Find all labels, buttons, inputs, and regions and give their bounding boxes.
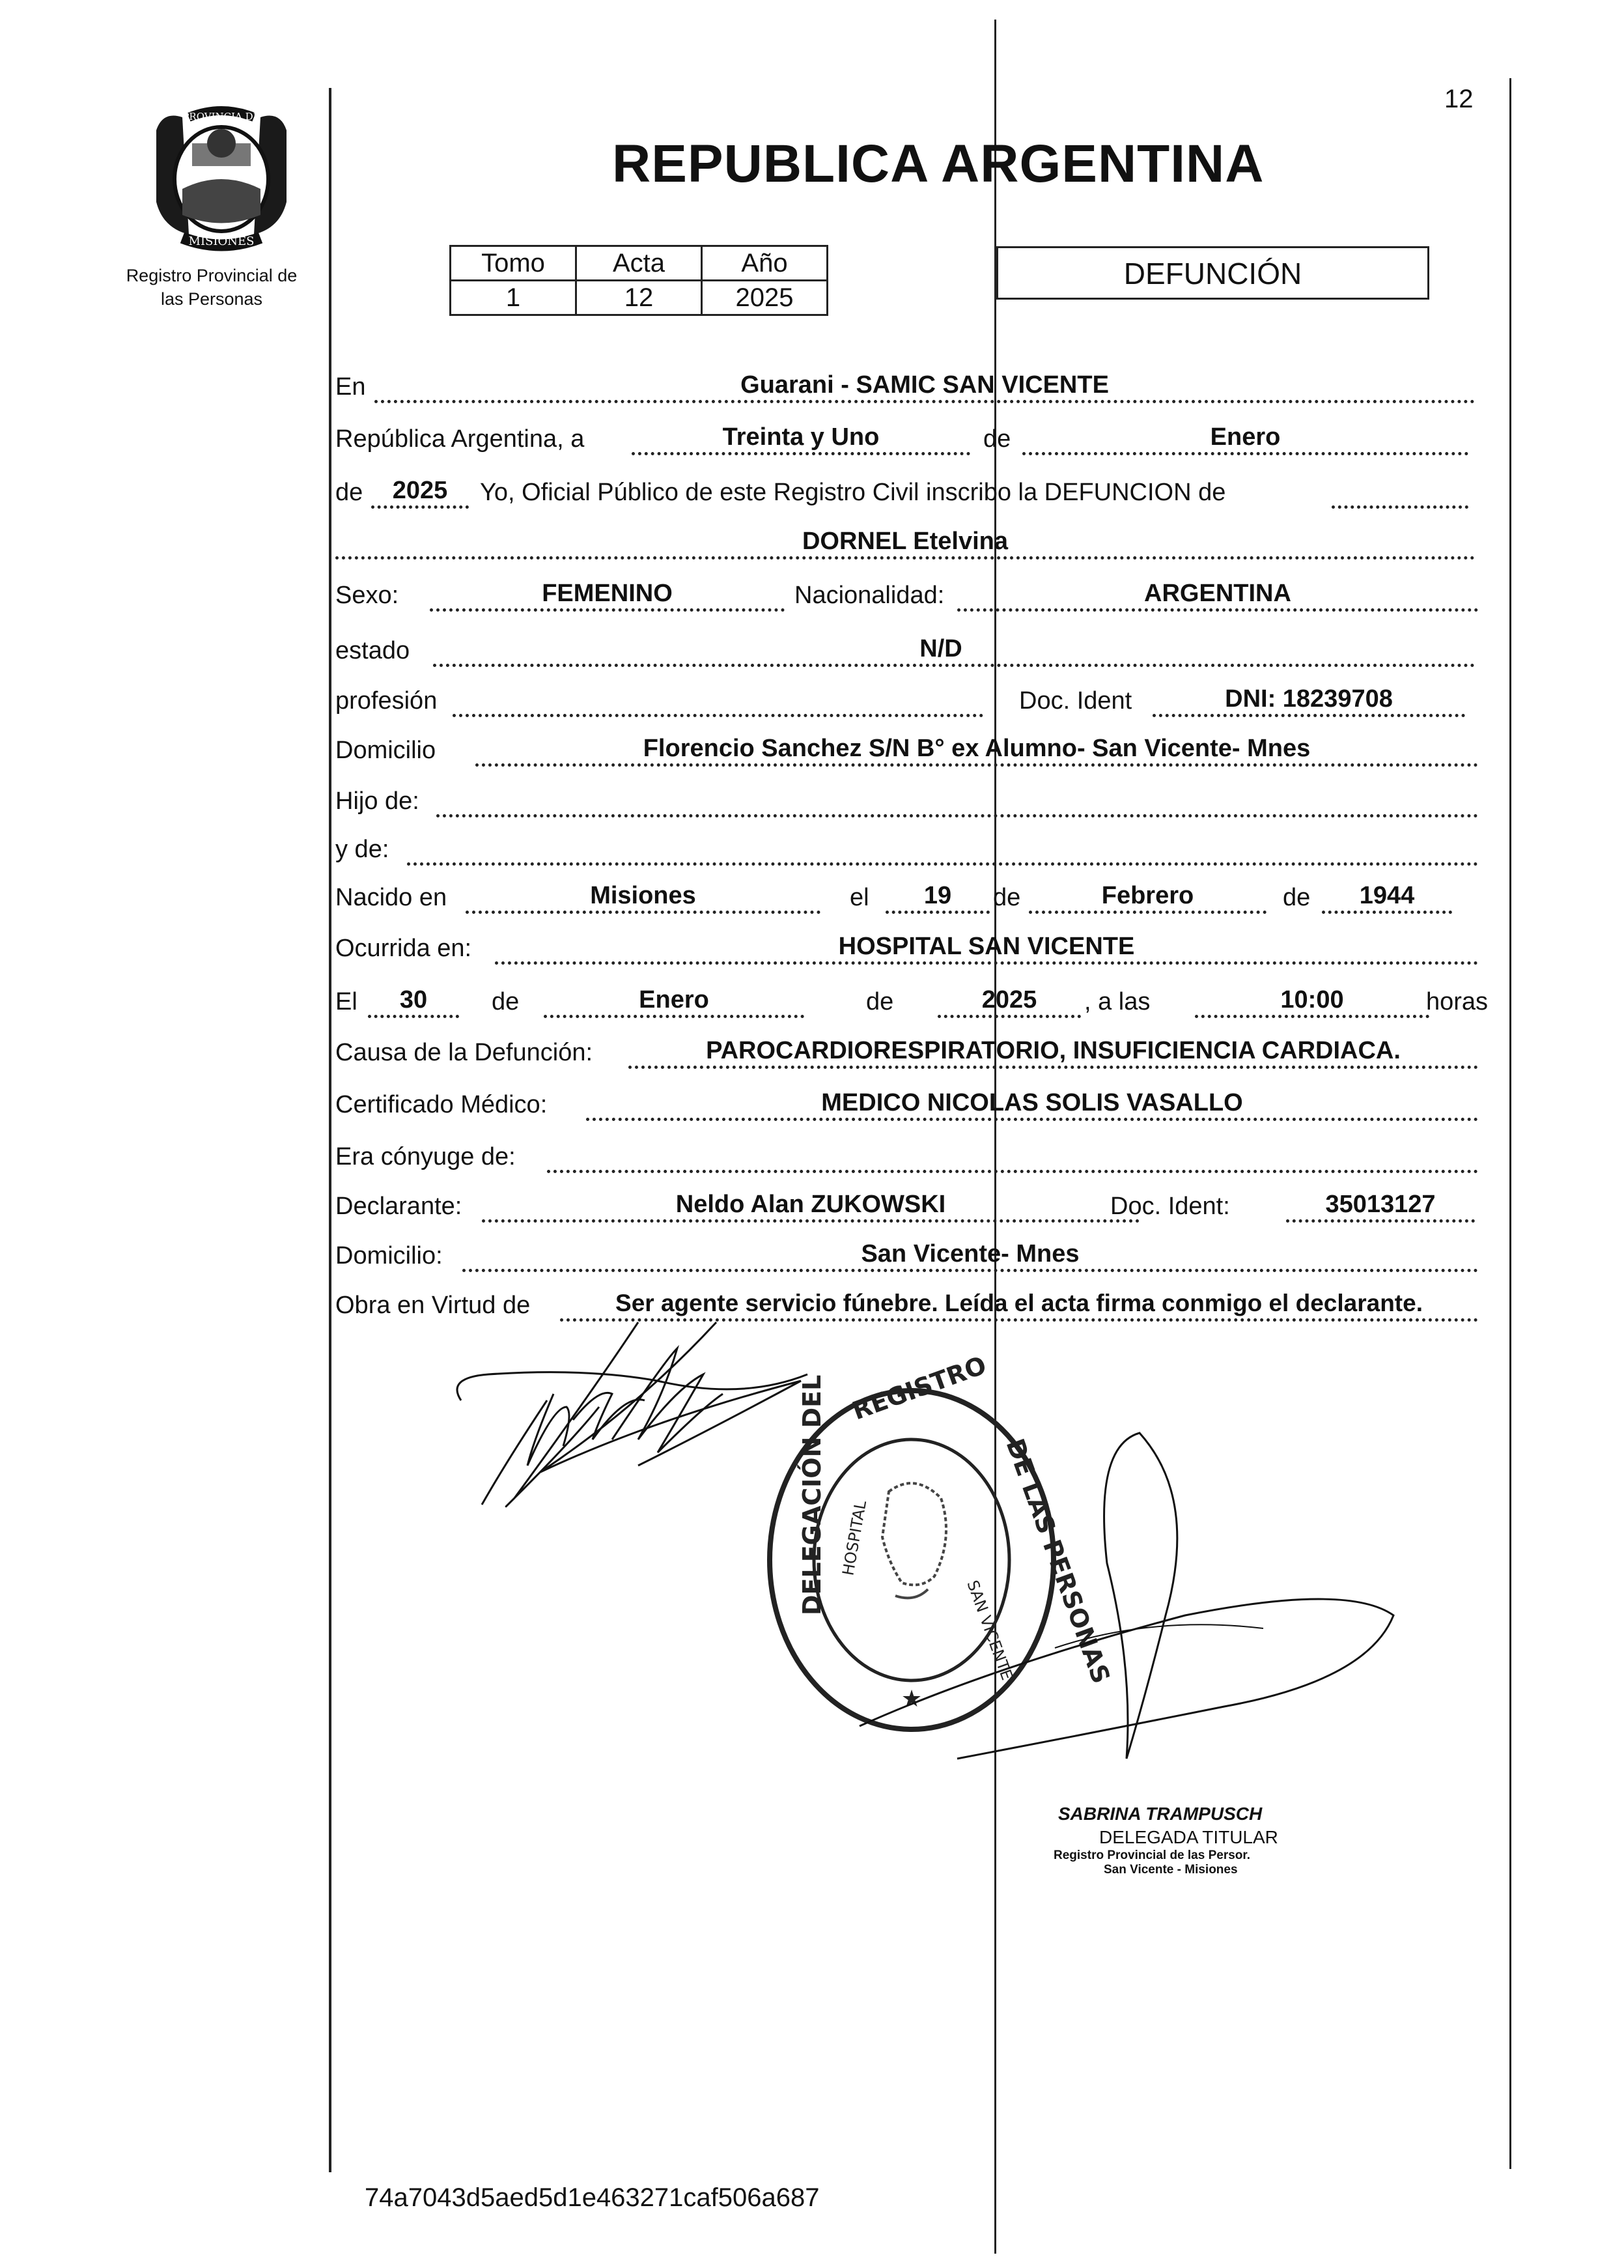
row-certificado [335, 1089, 1478, 1128]
domicilio-label: Domicilio [335, 737, 436, 764]
document-type: DEFUNCIÓN [996, 246, 1429, 300]
stamp-inner-left: HOSPITAL [839, 1499, 871, 1578]
acta-value: 12 [576, 281, 702, 315]
nacido-de2: de [1283, 884, 1311, 911]
horas-label: horas [1426, 988, 1489, 1015]
nacido-year: 1944 [1322, 882, 1452, 914]
document-hash: 74a7043d5aed5d1e463271caf506a687 [365, 2183, 820, 2212]
def-de2: de [866, 988, 894, 1015]
profesion-label: profesión [335, 687, 438, 715]
registry-label [107, 264, 316, 311]
row-estado [335, 635, 1478, 674]
stamp-inner-right: SAN VICENTE [963, 1578, 1016, 1683]
nacido-el: el [850, 884, 869, 911]
left-margin-line [329, 88, 331, 2172]
y-de-label: y de: [335, 836, 389, 863]
registry-label-line: las Personas [160, 289, 263, 309]
year-value: 2025 [371, 477, 469, 509]
sexo-label: Sexo: [335, 582, 399, 609]
inscribo-text: Yo, Oficial Público de este Registro Civil inscribo la DEFUNCION de [480, 479, 1226, 506]
def-year: 2025 [938, 986, 1081, 1018]
doc-ident-label: Doc. Ident [1019, 687, 1132, 715]
page-number: 12 [1444, 85, 1474, 113]
def-de1: de [492, 988, 520, 1015]
hijo-label: Hijo de: [335, 787, 419, 815]
ano-value: 2025 [702, 281, 828, 315]
nacido-label: Nacido en [335, 884, 447, 911]
province-seal-icon [137, 104, 306, 261]
a-las-label: , a las [1084, 988, 1151, 1015]
nacionalidad-label: Nacionalidad: [794, 582, 945, 609]
nacido-day: 19 [886, 882, 990, 914]
fecha-label: República Argentina, a [335, 425, 585, 453]
row-causa [335, 1037, 1478, 1076]
stamp-outer-top: REGISTRO [848, 1350, 990, 1426]
conyuge-label: Era cónyuge de: [335, 1143, 516, 1170]
causa-label: Causa de la Defunción: [335, 1039, 593, 1066]
fecha-month: Enero [1022, 423, 1468, 455]
row-profesion [335, 685, 1478, 724]
row-en [335, 371, 1478, 410]
nacido-month: Febrero [1029, 882, 1267, 914]
stamp-outer-right: DE LAS PERSONAS [1000, 1435, 1116, 1688]
tomo-header: Tomo [451, 246, 576, 281]
official-signature-icon [860, 1420, 1433, 1785]
fecha-day: Treinta y Uno [632, 423, 970, 455]
estado-text: N/D [919, 635, 962, 662]
row-domicilio [335, 735, 1478, 774]
doc-ident-value: DNI: 18239708 [1153, 685, 1465, 717]
nacido-de1: de [993, 884, 1021, 911]
hijo-value [436, 786, 1478, 817]
row-year [335, 477, 1478, 516]
causa-value: PAROCARDIORESPIRATORIO, INSUFICIENCIA CARDIACA. [628, 1037, 1478, 1069]
ano-header: Año [702, 246, 828, 281]
def-month: Enero [544, 986, 804, 1018]
declarante-doc-label: Doc. Ident: [1110, 1193, 1230, 1220]
year-label: de [335, 479, 363, 506]
svg-text:PROVINCIA DE: PROVINCIA DE [182, 111, 260, 122]
domicilio-value: Florencio Sanchez S/N B° ex Alumno- San Vicente- Mnes [475, 735, 1478, 767]
right-margin-line [1509, 78, 1511, 2169]
page-title: REPUBLICA ARGENTINA [612, 134, 1265, 193]
row-hijo [335, 786, 1478, 825]
def-time: 10:00 [1195, 986, 1429, 1018]
row-fecha-defuncion [335, 986, 1489, 1025]
domicilio-decl-label: Domicilio: [335, 1242, 443, 1269]
sexo-value: FEMENINO [430, 580, 785, 612]
stamp-outer-left: DELEGACIÓN DEL [798, 1374, 826, 1615]
nacido-place: Misiones [466, 882, 820, 914]
en-label: En [335, 373, 366, 401]
row-sexo [335, 580, 1478, 619]
estado-label: estado [335, 637, 410, 664]
acta-header: Acta [576, 246, 702, 281]
center-fold-line [994, 20, 996, 2254]
row-ocurrida [335, 933, 1478, 972]
official-role: DELEGADA TITULAR [1099, 1827, 1278, 1847]
record-reference-table [449, 245, 828, 316]
conyuge-value [547, 1141, 1478, 1173]
ocurrida-label: Ocurrida en: [335, 935, 472, 962]
row-fecha [335, 423, 1478, 462]
row-nombre [335, 528, 1478, 567]
def-day: 30 [368, 986, 459, 1018]
declarante-doc-value: 35013127 [1286, 1191, 1475, 1223]
official-name: SABRINA TRAMPUSCH [1058, 1804, 1263, 1824]
declarante-label: Declarante: [335, 1193, 462, 1220]
el-label: El [335, 988, 357, 1015]
registry-label-line: Registro Provincial de [126, 266, 298, 285]
obra-label: Obra en Virtud de [335, 1292, 531, 1319]
year-trailing-blank [1332, 477, 1468, 509]
nacionalidad-value: ARGENTINA [957, 580, 1478, 612]
certificado-value: MEDICO NICOLAS SOLIS VASALLO [586, 1089, 1478, 1121]
declarante-value: Neldo Alan ZUKOWSKI [482, 1191, 1140, 1223]
row-nacido [335, 882, 1478, 921]
en-value: Guarani - SAMIC SAN VICENTE [374, 371, 1475, 403]
fecha-de: de [983, 425, 1011, 453]
certificado-label: Certificado Médico: [335, 1091, 548, 1118]
estado-value [433, 635, 1475, 667]
row-conyuge [335, 1141, 1478, 1180]
ocurrida-value: HOSPITAL SAN VICENTE [495, 933, 1478, 965]
svg-text:MISIONES: MISIONES [188, 234, 255, 248]
official-registry-line: Registro Provincial de las Persor. [1054, 1849, 1251, 1862]
row-declarante [335, 1191, 1478, 1230]
tomo-value: 1 [451, 281, 576, 315]
row-y-de [335, 834, 1478, 873]
y-de-value [407, 834, 1478, 866]
star-icon: ★ [901, 1685, 923, 1712]
row-domicilio-declarante [335, 1240, 1478, 1279]
domicilio-decl-value: San Vicente- Mnes [462, 1240, 1478, 1272]
official-location-line: San Vicente - Misiones [1104, 1863, 1238, 1877]
obra-value: Ser agente servicio fúnebre. Leída el acta firma conmigo el declarante. [560, 1290, 1478, 1322]
deceased-name: DORNEL Etelvina [335, 528, 1475, 560]
profesion-value [453, 685, 983, 717]
